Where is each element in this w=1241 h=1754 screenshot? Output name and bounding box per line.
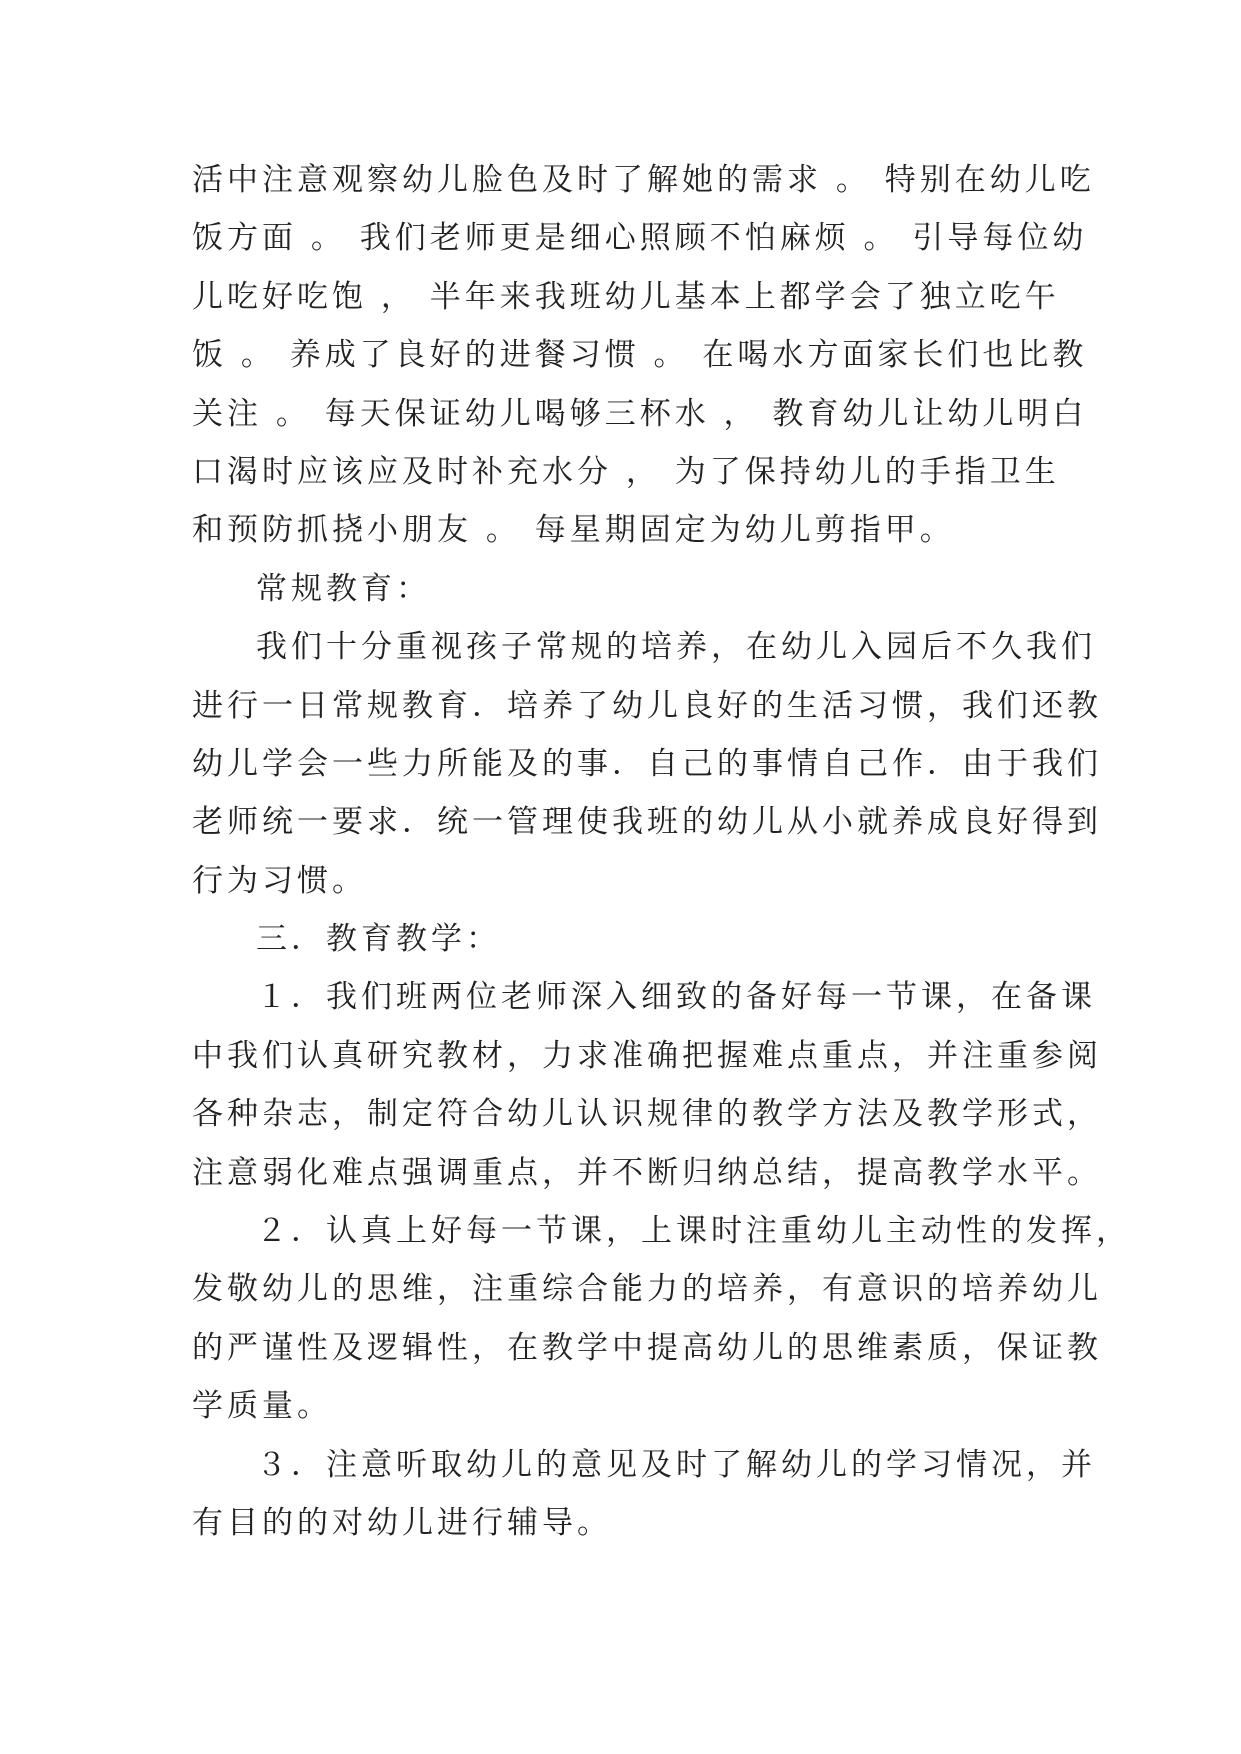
text-line: 常规教育： xyxy=(256,570,431,607)
text-line: 三．教育教学： xyxy=(256,921,501,958)
text-line: 我们十分重视孩子常规的培养，在幼儿入园后不久我们 xyxy=(256,629,1096,666)
text-line: 幼儿学会一些力所能及的事．自己的事情自己作．由于我们 xyxy=(192,745,1102,782)
text-line: 老师统一要求．统一管理使我班的幼儿从小就养成良好得到 xyxy=(192,804,1102,841)
body-text xyxy=(192,160,1131,1561)
text-line: 活中注意观察幼儿脸色及时了解她的需求 。 特别在幼儿吃 xyxy=(192,162,1095,198)
text-line: 饭 。 养成了良好的进餐习惯 。 在喝水方面家长们也比教 xyxy=(192,337,1088,374)
text-line: 进行一日常规教育．培养了幼儿良好的生活习惯，我们还教 xyxy=(192,687,1102,724)
text-line: 的严谨性及逻辑性，在教学中提高幼儿的思维素质，保证教 xyxy=(192,1329,1102,1366)
text-line: 各种杂志，制定符合幼儿认识规律的教学方法及教学形式， xyxy=(192,1096,1102,1133)
text-line: 行为习惯。 xyxy=(192,862,367,899)
text-line: １．我们班两位老师深入细致的备好每一节课，在备课 xyxy=(256,979,1096,1016)
text-line: 学质量。 xyxy=(192,1388,332,1425)
text-line: 注意弱化难点强调重点，并不断归纳总结，提高教学水平。 xyxy=(192,1154,1102,1191)
text-line: 关注 。 每天保证幼儿喝够三杯水 ， 教育幼儿让幼儿明白 xyxy=(192,395,1088,432)
text-line: ３．注意听取幼儿的意见及时了解幼儿的学习情况，并 xyxy=(256,1446,1096,1483)
text-line: 有目的的对幼儿进行辅导。 xyxy=(192,1504,612,1541)
text-line: 口渴时应该应及时补充水分 ， 为了保持幼儿的手指卫生 xyxy=(192,453,1060,490)
text-line: 儿吃好吃饱 ， 半年来我班幼儿基本上都学会了独立吃午 xyxy=(192,278,1060,315)
text-line: ２．认真上好每一节课，上课时注重幼儿主动性的发挥， xyxy=(256,1213,1131,1250)
text-line: 中我们认真研究教材，力求准确把握难点重点，并注重参阅 xyxy=(192,1037,1102,1074)
text-line: 饭方面 。 我们老师更是细心照顾不怕麻烦 。 引导每位幼 xyxy=(192,220,1088,257)
text-line: 和预防抓挠小朋友 。 每星期固定为幼儿剪指甲。 xyxy=(192,512,955,549)
text-line: 发敬幼儿的思维，注重综合能力的培养，有意识的培养幼儿 xyxy=(192,1271,1102,1308)
